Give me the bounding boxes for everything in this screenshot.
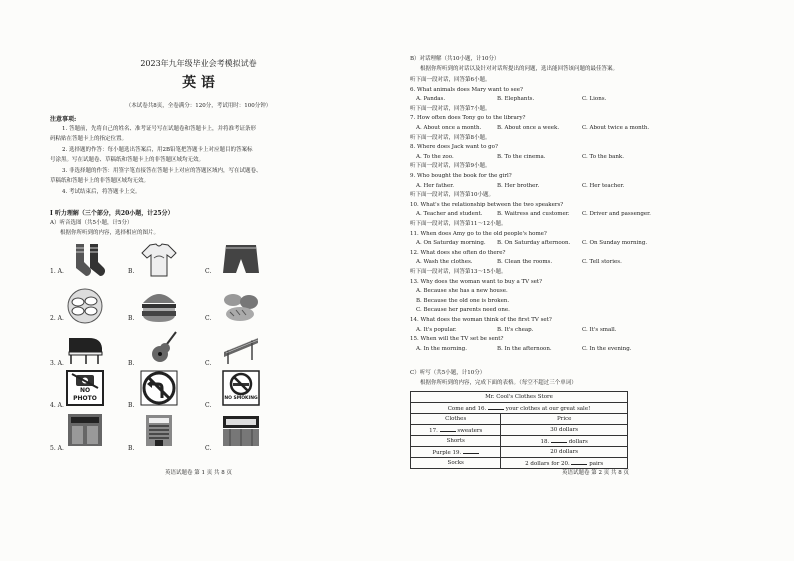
section-heading: I 听力理解（三个部分，共20小题，计25分） (50, 210, 174, 217)
question-text: 8. Where does Jack want to go? (410, 144, 498, 151)
option-a: A. On Saturday morning. (416, 240, 486, 247)
piano-picture (66, 330, 104, 366)
question-number: 1. A. (50, 268, 64, 275)
note-line: 号涂黑。写在试题卷、草稿纸和答题卡上的非答题区域均无效。 (50, 157, 205, 163)
option-b: B. Her brother. (497, 182, 540, 189)
socks-picture (70, 242, 108, 278)
table-cell: 20 dollars (501, 447, 628, 458)
option-b-label: B. (128, 268, 135, 275)
bread-picture (222, 288, 260, 324)
guitar-picture (146, 330, 184, 366)
listening-note: 听下面一段对话，回答第8小题。 (410, 134, 491, 141)
no-photo-sign-text-no: NO (79, 387, 91, 394)
option-c-label: C. (205, 268, 212, 275)
table-cell (411, 447, 501, 458)
table-row (411, 403, 628, 414)
option-b-label: B. (128, 445, 135, 452)
option-c: C. Her teacher. (582, 182, 625, 189)
option-b: B. Elephants. (497, 96, 535, 103)
option-c: C. Because her parents need one. (416, 307, 510, 314)
no-left-turn-sign (140, 370, 178, 406)
option-b-label: B. (128, 402, 135, 409)
right-page (397, 0, 794, 561)
listening-note: 听下面一段对话，回答第7小题。 (410, 105, 491, 112)
option-c: C. Lions. (582, 96, 607, 103)
table-cell (501, 458, 628, 469)
page-footer: 英语试题卷 第 2 页 共 8 页 (562, 470, 629, 476)
question-text: 15. When will the TV set be sent? (410, 336, 504, 343)
note-line: 码粘贴在答题卡上的指定位置。 (50, 136, 128, 142)
option-c-label: C. (205, 445, 212, 452)
part-b-heading: B）对话理解（共10小题，计10分） (410, 56, 500, 62)
table-cell: 30 dollars (501, 425, 628, 436)
notes-heading: 注意事项: (50, 116, 77, 123)
exam-title: 2023年九年级毕业会考模拟试卷 (140, 59, 257, 68)
part-c-heading: C）听写（共5小题，计10分） (410, 370, 486, 376)
subject-title: 英 语 (182, 75, 215, 91)
hamburger-picture (140, 288, 178, 324)
column-header: Clothes (411, 414, 501, 425)
no-smoking-sign (222, 370, 260, 406)
option-c: C. Tell stories. (582, 259, 622, 266)
part-c-instruction: 根据你所听到的内容，完成下面的表格。（每空不超过三个单词） (420, 380, 577, 386)
table-cell-text: 18. (540, 439, 550, 445)
shop-sign-picture (222, 412, 260, 448)
listening-note: 听下面一段对话，回答第11～12小题。 (410, 221, 507, 227)
question-text: 6. What animals does Mary want to see? (410, 86, 523, 93)
question-text: 10. What's the relationship between the two speakers? (410, 201, 564, 208)
zither-picture (222, 330, 260, 366)
table-cell: Socks (411, 458, 501, 469)
note-line: 草稿纸和答题卡上的非答题区域均无效。 (50, 178, 150, 184)
note-line: 4. 考试结束后，将答题卡上交。 (62, 189, 141, 195)
table-cell-text: pairs (589, 461, 604, 467)
option-c-label: C. (205, 315, 212, 322)
table-cell-text: sweaters (457, 428, 483, 434)
option-b: B. It's cheap. (497, 326, 534, 333)
question-text: 14. What does the woman think of the first TV set? (410, 317, 552, 323)
tshirt-picture (140, 242, 178, 278)
table-cell-text: 17. (429, 428, 438, 434)
option-c: C. To the bank. (582, 153, 624, 160)
table-cell-text: Purple 19. (432, 450, 462, 456)
option-a: A. Because she has a new house. (416, 288, 508, 295)
question-number: 5. A. (50, 445, 64, 452)
question-number: 2. A. (50, 315, 64, 322)
answer-blank-20[interactable] (571, 459, 587, 465)
table-cell-text: 2 dollars for 20. (525, 461, 570, 467)
question-text: 12. What does she often do there? (410, 249, 506, 256)
question-number: 4. A. (50, 402, 64, 409)
option-a: A. In the morning. (416, 345, 467, 352)
option-c: C. In the evening. (582, 345, 632, 352)
note-line: 1. 答题前，先将自己的姓名、准考证号写在试题卷和答题卡上，并将准考证条形 (62, 126, 256, 132)
option-a: A. About once a month. (416, 125, 482, 131)
option-a: A. Her father. (416, 182, 454, 189)
table-cell-text: your clothes at our great sale! (505, 406, 591, 412)
listening-note: 听下面一段对话，回答第13～15小题。 (410, 269, 507, 275)
clothes-store-table (410, 391, 628, 469)
option-a: A. Teacher and student. (416, 211, 483, 218)
bookstore-picture (66, 412, 104, 448)
question-text: 11. When does Amy go to the old people's home? (410, 230, 547, 237)
table-cell-text: Come and 16. (447, 406, 487, 412)
listening-note: 听下面一段对话，回答第10小题。 (410, 192, 494, 199)
option-b: B. Waitress and customer. (497, 211, 570, 218)
no-photo-sign (66, 370, 104, 406)
option-b-label: B. (128, 315, 135, 322)
option-b: B. About once a week. (497, 125, 560, 131)
table-cell (411, 425, 501, 436)
option-c-label: C. (205, 360, 212, 367)
table-cell: Shorts (411, 436, 501, 447)
option-a: A. It's popular. (416, 326, 457, 333)
note-line: 2. 选择题的作答：每小题选出答案后，用2B铅笔把答题卡上对应题目的答案标 (62, 147, 253, 153)
option-b: B. To the cinema. (497, 153, 546, 160)
note-line: 3. 非选择题的作答：用签字笔直接答在答题卡上对应的答题区域内，写在试题卷、 (62, 168, 262, 174)
page-footer: 英语试题卷 第 1 页 共 8 页 (165, 470, 232, 476)
building-picture (140, 412, 178, 448)
listening-note: 听下面一段对话，回答第9小题。 (410, 163, 491, 170)
dumplings-picture (66, 288, 104, 324)
table-cell (501, 436, 628, 447)
question-text: 13. Why does the woman want to buy a TV set? (410, 278, 543, 285)
option-b: B. Because the old one is broken. (416, 297, 510, 304)
option-c-label: C. (205, 402, 212, 409)
question-text: 9. Who bought the book for the girl? (410, 173, 512, 179)
part-a-heading: A）听音选图（共5小题，计5分） (50, 220, 133, 226)
option-b: B. Clean the rooms. (497, 259, 553, 266)
option-c: C. About twice a month. (582, 125, 650, 131)
option-a: A. Wash the clothes. (416, 259, 473, 266)
option-c: C. It's small. (582, 326, 617, 333)
table-cell-text: dollars (568, 439, 588, 445)
option-c: C. On Sunday morning. (582, 240, 648, 247)
option-b-label: B. (128, 360, 135, 367)
listening-note: 听下面一段对话，回答第6小题。 (410, 77, 491, 83)
answer-blank-18[interactable] (551, 437, 567, 443)
question-number: 3. A. (50, 360, 64, 367)
shorts-picture (222, 242, 260, 278)
exam-info: （本试卷共8页，全卷满分：120分，考试用时：100分钟） (125, 103, 272, 109)
option-a: A. To the zoo. (416, 153, 454, 160)
option-c: C. Driver and passenger. (582, 211, 651, 218)
option-b: B. In the afternoon. (497, 345, 552, 352)
option-b: B. On Saturday afternoon. (497, 240, 571, 247)
question-text: 7. How often does Tony go to the library? (410, 115, 526, 122)
answer-blank-19[interactable] (463, 448, 479, 454)
answer-blank-17[interactable] (440, 426, 456, 432)
no-smoking-sign-text: NO SMOKING (224, 396, 258, 401)
option-a: A. Pandas. (416, 96, 446, 103)
part-a-instruction: 根据你所听到的内容，选择相应的图片。 (60, 230, 160, 236)
no-photo-sign-text-photo: PHOTO (73, 395, 97, 402)
table-title: Mr. Cool's Clothes Store (411, 392, 628, 403)
column-header: Price (501, 414, 628, 425)
answer-blank-16[interactable] (488, 404, 504, 410)
part-b-instruction: 根据你所听到的对话以及针对对话所提出的问题，选出能回答该问题的最佳答案。 (420, 66, 619, 72)
